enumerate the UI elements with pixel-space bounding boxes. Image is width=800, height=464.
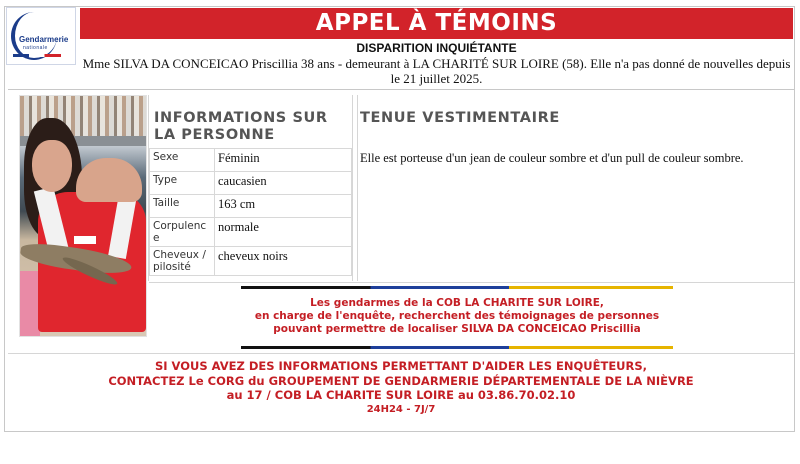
info-label: Taille [150,195,215,218]
info-value: 163 cm [215,195,352,218]
divider [8,89,794,90]
info-value: cheveux noirs [215,247,352,276]
table-row [150,172,352,195]
banner-title: APPEL À TÉMOINS [80,8,793,39]
info-section-title: INFORMATIONS SUR LA PERSONNE [154,110,328,143]
divider [352,95,353,281]
contact-phone: au 17 / COB LA CHARITE SUR LOIRE au 03.86.70.02.10 [226,388,576,402]
investigation-text [220,297,694,336]
contact-block [8,359,794,417]
info-value: caucasien [215,172,352,195]
table-row [150,195,352,218]
info-value: normale [215,218,352,247]
investigation-line: en charge de l'enquête, recherchent des témoignages de personnes [254,310,660,322]
logo-flag-icon [13,54,61,57]
divider [357,95,358,281]
info-label: Type [150,172,215,195]
investigation-line: Les gendarmes de la COB LA CHARITE SUR LOIRE, [310,297,604,309]
info-table [149,148,352,276]
info-label: Cheveux / pilosité [150,247,215,276]
disappearance-description: Mme SILVA DA CONCEICAO Priscillia 38 ans - demeurant à LA CHARITÉ SUR LOIRE (58). Elle n'a pas donné de nouvelles depuis le 21 juillet 2025. [82,56,791,86]
gendarmerie-logo [6,7,76,65]
divider [8,353,794,354]
logo-subtext: nationale [23,45,48,51]
info-value: Féminin [215,149,352,172]
tricolor-rule [241,346,673,349]
disappearance-heading: DISPARITION INQUIÉTANTE [356,41,517,55]
info-label: Sexe [150,149,215,172]
logo-text: Gendarmerie [19,35,69,44]
tricolor-rule [241,286,673,289]
divider [149,282,794,283]
table-row [150,218,352,247]
table-row [150,149,352,172]
clothing-section-title: TENUE VESTIMENTAIRE [360,110,560,126]
contact-line: SI VOUS AVEZ DES INFORMATIONS PERMETTANT D'AIDER LES ENQUÊTEURS, [154,359,648,373]
contact-hours: 24H24 - 7J/7 [366,403,436,415]
info-label: Corpulence [150,218,215,247]
clothing-description: Elle est porteuse d'un jean de couleur sombre et d'un pull de couleur sombre. [360,151,744,165]
missing-person-photo [19,95,147,337]
contact-line: CONTACTEZ Le CORG du GROUPEMENT DE GENDARMERIE DÉPARTEMENTALE DE LA NIÈVRE [108,373,694,388]
investigation-line: pouvant permettre de localiser SILVA DA CONCEICAO Priscillia [273,323,641,335]
table-row [150,247,352,276]
